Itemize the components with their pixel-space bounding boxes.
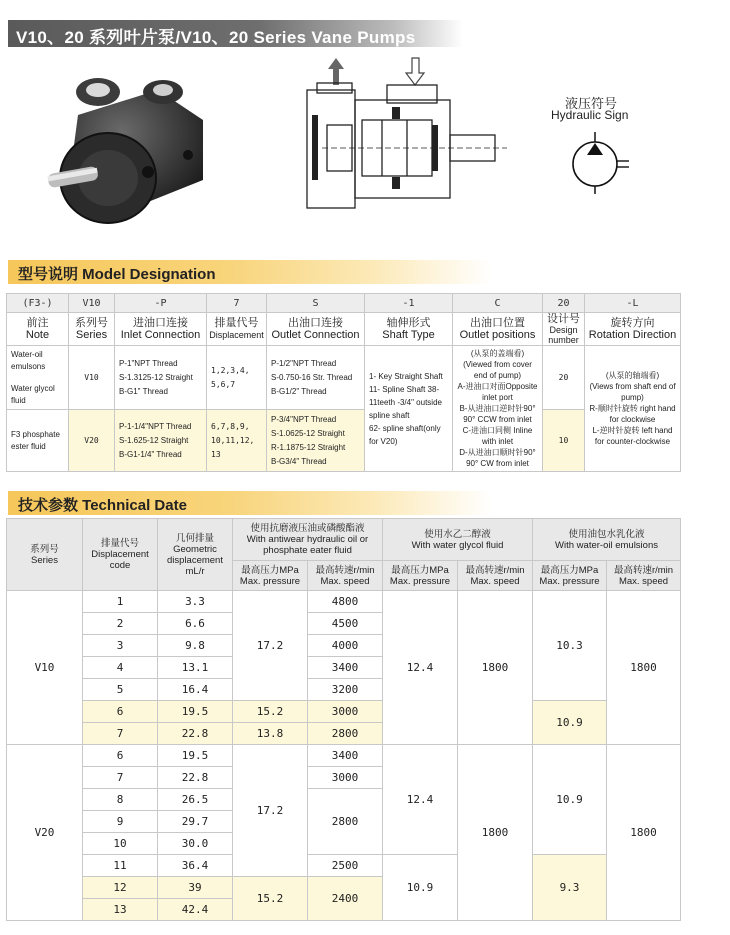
v20-series-cell: V20 (7, 745, 83, 921)
v20-code: 11 (83, 855, 158, 877)
v10-disp: 13.1 (158, 657, 233, 679)
v10-emul-pressure: 10.3 (533, 591, 607, 701)
v20-aw-pressure: 15.2 (233, 877, 308, 921)
page-title-bar (8, 20, 463, 47)
hydraulic-sign-label-cn: 液压符号 (565, 96, 618, 111)
v20-code: 7 (83, 767, 158, 789)
v10-outlet: P-1/2"NPT Thread S-0.750-16 Str. Thread B-G1/2" Thread (267, 346, 365, 410)
code-note: (F3-) (7, 294, 69, 313)
th-series: 系列号 Series (7, 519, 83, 591)
technical-data-heading: 技术参数 Technical Date (8, 491, 493, 515)
v20-series: V20 (69, 410, 115, 472)
header-outlet: 出油口连接 Outlet Connection (267, 313, 365, 346)
v10-aw-pressure: 13.8 (233, 723, 308, 745)
model-designation-heading: 型号说明 Model Designation (8, 260, 493, 284)
v20-aw-speed: 2800 (308, 789, 383, 855)
table-row (7, 855, 681, 877)
v20-disp: 26.5 (158, 789, 233, 811)
v10-inlet: P-1"NPT Thread S-1.3125-12 Straight B-G1" Thread (115, 346, 207, 410)
v20-disp: 39 (158, 877, 233, 899)
th-glycol: 使用水乙二醇液 With water glycol fluid (383, 519, 533, 561)
v10-aw-speed: 3000 (308, 701, 383, 723)
header-rotation: 旋转方向 Rotation Direction (585, 313, 681, 346)
v20-inlet: P-1-1/4"NPT Thread S-1.625-12 Straight B-G1-1/4" Thread (115, 410, 207, 472)
pump-section-drawing (292, 55, 517, 220)
code-inlet: -P (115, 294, 207, 313)
v10-design: 20 (543, 346, 585, 410)
v10-emul-pressure: 10.9 (533, 701, 607, 745)
v20-disp: 19.5 (158, 745, 233, 767)
v20-glycol-pressure: 12.4 (383, 745, 458, 855)
model-designation-table (6, 293, 681, 472)
table-row (7, 701, 681, 723)
v20-disp: 42.4 (158, 899, 233, 921)
th-em-pressure: 最高压力MPa Max. pressure (533, 561, 607, 591)
th-aw-pressure: 最高压力MPa Max. pressure (233, 561, 308, 591)
header-note: 前注 Note (7, 313, 69, 346)
header-series: 系列号 Series (69, 313, 115, 346)
designation-code-row (7, 294, 681, 313)
v20-emul-pressure: 9.3 (533, 855, 607, 921)
header-design: 设计号 Design number (543, 313, 585, 346)
v20-emul-pressure: 10.9 (533, 745, 607, 855)
table-row (7, 745, 681, 767)
technical-data-table (6, 518, 681, 921)
th-antiwear: 使用抗磨液压油或磷酸酯液 With antiwear hydraulic oil or phosphate eater fluid (233, 519, 383, 561)
v20-code: 8 (83, 789, 158, 811)
v10-disp: 16.4 (158, 679, 233, 701)
hydraulic-sign-label-en: Hydraulic Sign (551, 108, 629, 122)
v20-aw-speed: 2500 (308, 855, 383, 877)
outlet-positions: (从泵的盖端看) (Viewed from cover end of pump) A-进油口对面Opposite inlet port B-从进油口逆时针90° 90° CCW from inlet C-进油口同侧 Inline with inlet D-从进油口顺时针90° 90° CW from inlet (453, 346, 543, 472)
v20-disp: 29.7 (158, 811, 233, 833)
v20-aw-pressure: 17.2 (233, 745, 308, 877)
note-f3: F3 phosphate ester fluid (7, 410, 69, 472)
header-shaft: 轴伸形式 Shaft Type (365, 313, 453, 346)
v20-displacement: 6,7,8,9, 10,11,12, 13 (207, 410, 267, 472)
v20-outlet: P-3/4"NPT Thread S-1.0625-12 Straight R-1.1875-12 Straight B-G3/4" Thread (267, 410, 365, 472)
v10-code: 6 (83, 701, 158, 723)
v10-disp: 22.8 (158, 723, 233, 745)
code-series: V10 (69, 294, 115, 313)
v20-aw-speed: 2400 (308, 877, 383, 921)
v20-code: 10 (83, 833, 158, 855)
v10-aw-speed: 3400 (308, 657, 383, 679)
code-displacement: 7 (207, 294, 267, 313)
v10-disp: 9.8 (158, 635, 233, 657)
code-outlet: S (267, 294, 365, 313)
v20-code: 6 (83, 745, 158, 767)
note-cell: Water-oil emulsons Water glycol fluid (7, 346, 69, 410)
designation-header-row (7, 313, 681, 346)
v10-code: 7 (83, 723, 158, 745)
v10-series: V10 (69, 346, 115, 410)
v20-design: 10 (543, 410, 585, 472)
v10-code: 5 (83, 679, 158, 701)
page-title: V10、20 系列叶片泵/V10、20 Series Vane Pumps (16, 28, 416, 47)
th-emulsion: 使用油包水乳化液 With water-oil emulsions (533, 519, 681, 561)
code-rotation: -L (585, 294, 681, 313)
v10-aw-pressure: 17.2 (233, 591, 308, 701)
designation-row-v20 (7, 410, 681, 472)
v10-emul-speed: 1800 (607, 591, 681, 745)
code-shaft: -1 (365, 294, 453, 313)
code-outlet-position: C (453, 294, 543, 313)
header-outlet-positions: 出油口位置 Outlet positions (453, 313, 543, 346)
v10-aw-speed: 3200 (308, 679, 383, 701)
v20-glycol-speed: 1800 (458, 745, 533, 921)
hydraulic-pump-symbol (568, 130, 630, 195)
v20-disp: 22.8 (158, 767, 233, 789)
v10-code: 4 (83, 657, 158, 679)
rotation-directions: (从泵的轴端看) (Views from shaft end of pump) R-顺时针旋转 right hand for clockwise L-逆时针旋转 left hand for counter-clockwise (585, 346, 681, 472)
th-em-speed: 最高转速r/min Max. speed (607, 561, 681, 591)
designation-row-v10 (7, 346, 681, 410)
v20-aw-speed: 3400 (308, 745, 383, 767)
v10-glycol-speed: 1800 (458, 591, 533, 745)
th-gl-pressure: 最高压力MPa Max. pressure (383, 561, 458, 591)
shaft-types: 1- Key Straight Shaft 11- Spline Shaft 38-11teeth -3/4" outside spline shaft 62- spline shaft(only for V20) (365, 346, 453, 472)
header-displacement: 排量代号 Displacement (207, 313, 267, 346)
v10-displacement: 1,2,3,4, 5,6,7 (207, 346, 267, 410)
th-gl-speed: 最高转速r/min Max. speed (458, 561, 533, 591)
v20-emul-speed: 1800 (607, 745, 681, 921)
header-inlet: 进油口连接 Inlet Connection (115, 313, 207, 346)
v10-glycol-pressure: 12.4 (383, 591, 458, 745)
v10-aw-speed: 4500 (308, 613, 383, 635)
v10-aw-pressure: 15.2 (233, 701, 308, 723)
v20-code: 9 (83, 811, 158, 833)
pump-photo (38, 60, 213, 230)
v10-code: 3 (83, 635, 158, 657)
th-geo: 几何排量 Geometric displacement mL/r (158, 519, 233, 591)
v10-code: 1 (83, 591, 158, 613)
v20-code: 12 (83, 877, 158, 899)
th-aw-speed: 最高转速r/min Max. speed (308, 561, 383, 591)
v10-disp: 6.6 (158, 613, 233, 635)
code-design: 20 (543, 294, 585, 313)
v20-code: 13 (83, 899, 158, 921)
v10-aw-speed: 4000 (308, 635, 383, 657)
v10-disp: 3.3 (158, 591, 233, 613)
v10-aw-speed: 2800 (308, 723, 383, 745)
v10-code: 2 (83, 613, 158, 635)
v20-disp: 36.4 (158, 855, 233, 877)
v20-glycol-pressure: 10.9 (383, 855, 458, 921)
v20-disp: 30.0 (158, 833, 233, 855)
v10-disp: 19.5 (158, 701, 233, 723)
v20-aw-speed: 3000 (308, 767, 383, 789)
v10-series-cell: V10 (7, 591, 83, 745)
table-row (7, 591, 681, 613)
th-code: 排量代号 Displacement code (83, 519, 158, 591)
v10-aw-speed: 4800 (308, 591, 383, 613)
